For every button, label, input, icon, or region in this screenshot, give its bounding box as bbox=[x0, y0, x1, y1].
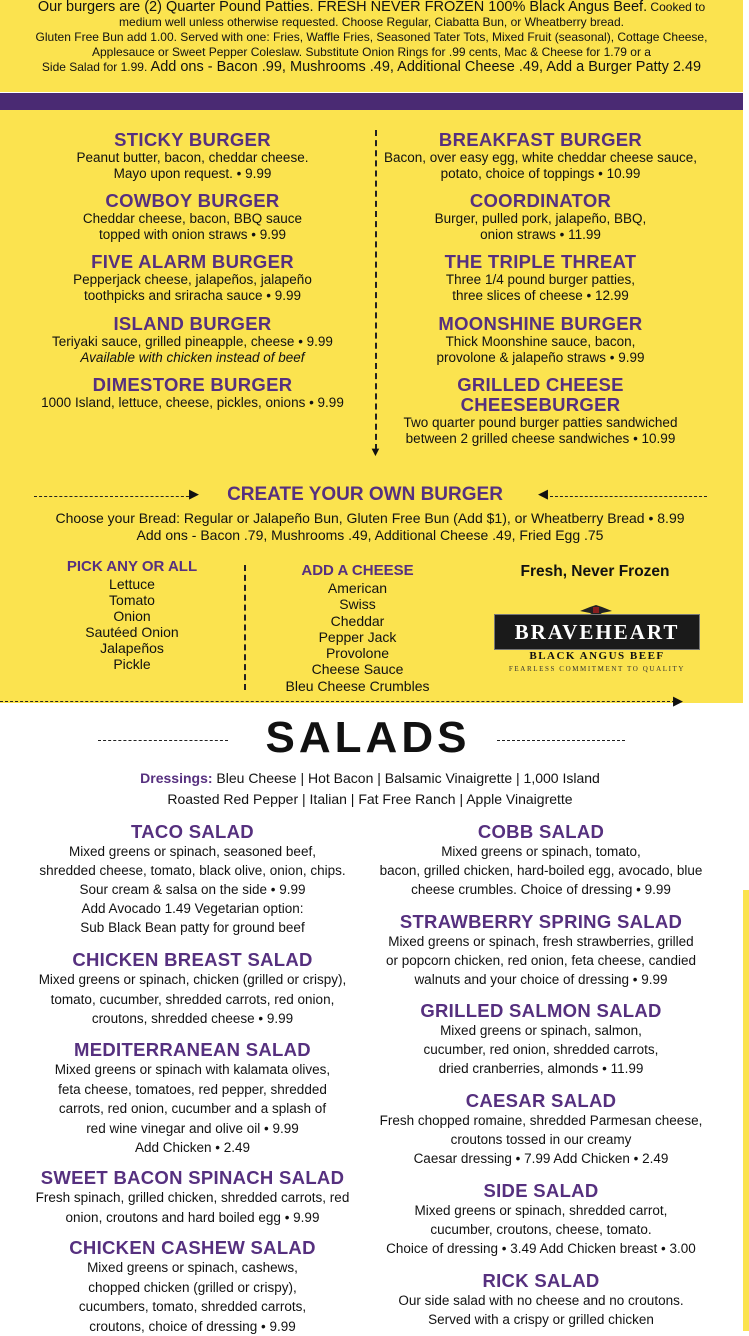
down-arrow-icon: ▼ bbox=[369, 444, 382, 459]
item-description: Mixed greens or spinach with kalamata olives, bbox=[20, 1060, 365, 1080]
item-name: DIMESTORE BURGER bbox=[20, 375, 365, 395]
menu-item bbox=[383, 130, 698, 182]
toppings-title: PICK ANY OR ALL bbox=[52, 558, 212, 575]
item-description: Two quarter pound burger patties sandwiched bbox=[383, 415, 698, 431]
item-description: croutons, shredded cheese • 9.99 bbox=[20, 1009, 365, 1029]
item-description: onion straws • 11.99 bbox=[383, 227, 698, 243]
list-item: Swiss bbox=[270, 596, 445, 612]
item-description: feta cheese, tomatoes, red pepper, shredded bbox=[20, 1080, 365, 1100]
item-name: MEDITERRANEAN SALAD bbox=[20, 1040, 365, 1060]
item-description: toothpicks and sriracha sauce • 9.99 bbox=[20, 288, 365, 304]
cheese-title: ADD A CHEESE bbox=[270, 562, 445, 579]
item-name: FIVE ALARM BURGER bbox=[20, 252, 365, 272]
item-description: Served with a crispy or grilled chicken bbox=[376, 1310, 706, 1329]
intro-line-1-tail: Cooked to bbox=[647, 0, 705, 14]
column-divider bbox=[375, 130, 377, 450]
dressings-list bbox=[60, 768, 680, 810]
intro-line-5-main: Add ons - Bacon .99, Mushrooms .49, Additional Cheese .49, Add a Burger Patty 2.49 bbox=[147, 59, 701, 75]
item-description: Mixed greens or spinach, salmon, bbox=[376, 1021, 706, 1040]
item-description: Teriyaki sauce, grilled pineapple, cheese • 9.99 bbox=[20, 334, 365, 350]
item-name: GRILLED CHEESE bbox=[383, 375, 698, 395]
item-name: CHICKEN BREAST SALAD bbox=[20, 950, 365, 970]
salads-title: SALADS bbox=[250, 712, 486, 764]
list-item: Provolone bbox=[270, 645, 445, 661]
dressings-line: Roasted Red Pepper | Italian | Fat Free Ranch | Apple Vinaigrette bbox=[60, 789, 680, 810]
item-description: croutons tossed in our creamy bbox=[376, 1130, 706, 1149]
intro-line-1-main: Our burgers are (2) Quarter Pound Patties. FRESH NEVER FROZEN 100% Black Angus Beef. bbox=[38, 0, 647, 15]
item-description: red wine vinegar and olive oil • 9.99 bbox=[20, 1119, 365, 1139]
menu-item bbox=[20, 314, 365, 366]
dressings-label: Dressings: bbox=[140, 770, 212, 786]
item-name: RICK SALAD bbox=[376, 1271, 706, 1291]
menu-item bbox=[383, 375, 698, 447]
brand-subtitle: BLACK ANGUS BEEF bbox=[494, 650, 700, 662]
item-name: CAESAR SALAD bbox=[376, 1091, 706, 1111]
item-description: Add Avocado 1.49 Vegetarian option: bbox=[20, 899, 365, 918]
intro-line-5-head: Side Salad for 1.99. bbox=[42, 60, 147, 74]
list-item: Pepper Jack bbox=[270, 629, 445, 645]
list-item: Bleu Cheese Crumbles bbox=[270, 678, 445, 694]
list-item: Sautéed Onion bbox=[52, 624, 212, 640]
item-name: STICKY BURGER bbox=[20, 130, 365, 150]
bread-choices: Choose your Bread: Regular or Jalapeño Bun, Gluten Free Bun (Add $1), or Wheatberry Bread • 8.99 bbox=[20, 510, 720, 527]
item-description: Mixed greens or spinach, tomato, bbox=[376, 842, 706, 861]
item-description: onion, croutons and hard boiled egg • 9.99 bbox=[20, 1208, 365, 1228]
menu-item bbox=[20, 1168, 365, 1227]
item-description: bacon, grilled chicken, hard-boiled egg, avocado, blue bbox=[376, 861, 706, 880]
intro-line-3: Gluten Free Bun add 1.00. Served with one: Fries, Waffle Fries, Seasoned Tater Tots, Mixed Fruit (seasonal), Cottage Cheese, bbox=[0, 30, 743, 45]
menu-item bbox=[376, 1271, 706, 1329]
intro-line-5 bbox=[0, 60, 743, 75]
dashed-rule bbox=[550, 496, 707, 497]
item-description: Cheddar cheese, bacon, BBQ sauce bbox=[20, 211, 365, 227]
list-item: Jalapeños bbox=[52, 640, 212, 656]
fresh-never-frozen-label: Fresh, Never Frozen bbox=[495, 563, 695, 581]
item-description: cucumbers, tomato, shredded carrots, bbox=[20, 1297, 365, 1317]
list-item: Onion bbox=[52, 608, 212, 624]
toppings-list bbox=[52, 576, 212, 672]
list-item: Cheese Sauce bbox=[270, 661, 445, 677]
brand-tagline: FEARLESS COMMITMENT TO QUALITY bbox=[494, 665, 700, 673]
right-arrow-icon: ▶ bbox=[673, 693, 683, 709]
menu-item bbox=[376, 1001, 706, 1078]
menu-item bbox=[376, 822, 706, 899]
create-your-own-description bbox=[20, 510, 720, 544]
item-description: Pepperjack cheese, jalapeños, jalapeño bbox=[20, 272, 365, 288]
item-description: Caesar dressing • 7.99 Add Chicken • 2.49 bbox=[376, 1149, 706, 1168]
dashed-rule bbox=[497, 740, 625, 741]
intro-line-4: Applesauce or Sweet Pepper Coleslaw. Substitute Onion Rings for .99 cents, Mac & Cheese for 1.79 or a bbox=[0, 45, 743, 60]
item-description: Mixed greens or spinach, chicken (grilled or crispy), bbox=[20, 970, 365, 990]
item-description: Mixed greens or spinach, seasoned beef, bbox=[20, 842, 365, 861]
item-description: Fresh spinach, grilled chicken, shredded carrots, red bbox=[20, 1188, 365, 1208]
item-description: topped with onion straws • 9.99 bbox=[20, 227, 365, 243]
intro-line-2: medium well unless otherwise requested. Choose Regular, Ciabatta Bun, or Wheatberry bread. bbox=[0, 15, 743, 30]
item-description: Our side salad with no cheese and no croutons. bbox=[376, 1291, 706, 1310]
item-description: cheese crumbles. Choice of dressing • 9.99 bbox=[376, 880, 706, 899]
item-name: BREAKFAST BURGER bbox=[383, 130, 698, 150]
item-description: between 2 grilled cheese sandwiches • 10.99 bbox=[383, 431, 698, 447]
menu-item bbox=[376, 912, 706, 989]
add-ons: Add ons - Bacon .79, Mushrooms .49, Additional Cheese .49, Fried Egg .75 bbox=[20, 527, 720, 544]
item-description: Sour cream & salsa on the side • 9.99 bbox=[20, 880, 365, 899]
braveheart-logo bbox=[494, 604, 704, 679]
item-description: Mixed greens or spinach, shredded carrot, bbox=[376, 1201, 706, 1220]
list-item: American bbox=[270, 580, 445, 596]
item-description: Mixed greens or spinach, fresh strawberries, grilled bbox=[376, 932, 706, 951]
menu-item bbox=[376, 1181, 706, 1258]
item-name: MOONSHINE BURGER bbox=[383, 314, 698, 334]
dashed-rule bbox=[98, 740, 228, 741]
item-description: walnuts and your choice of dressing • 9.99 bbox=[376, 970, 706, 989]
item-name: ISLAND BURGER bbox=[20, 314, 365, 334]
menu-item bbox=[383, 314, 698, 366]
menu-item bbox=[20, 822, 365, 937]
item-description: tomato, cucumber, shredded carrots, red onion, bbox=[20, 990, 365, 1010]
item-description: chopped chicken (grilled or crispy), bbox=[20, 1278, 365, 1298]
menu-item bbox=[20, 1040, 365, 1158]
item-name: TACO SALAD bbox=[20, 822, 365, 842]
item-name: COBB SALAD bbox=[376, 822, 706, 842]
item-description: Peanut butter, bacon, cheddar cheese. bbox=[20, 150, 365, 166]
item-description: Bacon, over easy egg, white cheddar cheese sauce, bbox=[383, 150, 698, 166]
item-description: Thick Moonshine sauce, bacon, bbox=[383, 334, 698, 350]
menu-item bbox=[20, 375, 365, 411]
item-description: Three 1/4 pound burger patties, bbox=[383, 272, 698, 288]
list-item: Tomato bbox=[52, 592, 212, 608]
menu-item bbox=[376, 1091, 706, 1168]
create-your-own-title: CREATE YOUR OWN BURGER bbox=[210, 484, 520, 506]
dressings-line: Bleu Cheese | Hot Bacon | Balsamic Vinaigrette | 1,000 Island bbox=[213, 770, 600, 786]
item-name: COWBOY BURGER bbox=[20, 191, 365, 211]
item-description: Mayo upon request. • 9.99 bbox=[20, 166, 365, 182]
item-description: Fresh chopped romaine, shredded Parmesan cheese, bbox=[376, 1111, 706, 1130]
cheese-list bbox=[270, 580, 445, 694]
item-name: COORDINATOR bbox=[383, 191, 698, 211]
item-description: three slices of cheese • 12.99 bbox=[383, 288, 698, 304]
list-item: Cheddar bbox=[270, 613, 445, 629]
item-description: cucumber, croutons, cheese, tomato. bbox=[376, 1220, 706, 1239]
item-name: SIDE SALAD bbox=[376, 1181, 706, 1201]
item-description: croutons, choice of dressing • 9.99 bbox=[20, 1317, 365, 1336]
brand-name: BRAVEHEART bbox=[515, 620, 680, 644]
list-item: Lettuce bbox=[52, 576, 212, 592]
left-arrow-icon: ◀ bbox=[538, 486, 548, 502]
item-description: or popcorn chicken, red onion, feta cheese, candied bbox=[376, 951, 706, 970]
menu-item bbox=[383, 252, 698, 304]
right-arrow-icon: ▶ bbox=[189, 486, 199, 502]
menu-item bbox=[20, 130, 365, 182]
item-description: cucumber, red onion, shredded carrots, bbox=[376, 1040, 706, 1059]
item-name: STRAWBERRY SPRING SALAD bbox=[376, 912, 706, 932]
column-divider bbox=[244, 565, 246, 690]
item-description: carrots, red onion, cucumber and a splash of bbox=[20, 1099, 365, 1119]
logo-plate bbox=[494, 614, 700, 650]
item-description: Choice of dressing • 3.49 Add Chicken breast • 3.00 bbox=[376, 1239, 706, 1258]
item-name: GRILLED SALMON SALAD bbox=[376, 1001, 706, 1021]
item-description: provolone & jalapeño straws • 9.99 bbox=[383, 350, 698, 366]
menu-item bbox=[383, 191, 698, 243]
menu-item bbox=[20, 950, 365, 1029]
intro-line-1 bbox=[0, 0, 743, 15]
item-description: Add Chicken • 2.49 bbox=[20, 1138, 365, 1158]
item-name: THE TRIPLE THREAT bbox=[383, 252, 698, 272]
menu-item bbox=[20, 252, 365, 304]
item-name: CHICKEN CASHEW SALAD bbox=[20, 1238, 365, 1258]
item-name: SWEET BACON SPINACH SALAD bbox=[20, 1168, 365, 1188]
item-description: Mixed greens or spinach, cashews, bbox=[20, 1258, 365, 1278]
item-description: shredded cheese, tomato, black olive, onion, chips. bbox=[20, 861, 365, 880]
item-description: Sub Black Bean patty for ground beef bbox=[20, 918, 365, 937]
menu-item bbox=[20, 1238, 365, 1336]
burger-intro bbox=[0, 0, 743, 75]
dashed-rule bbox=[34, 496, 194, 497]
menu-item bbox=[20, 191, 365, 243]
item-name: CHEESEBURGER bbox=[383, 395, 698, 415]
item-description: 1000 Island, lettuce, cheese, pickles, onions • 9.99 bbox=[20, 395, 365, 411]
divider-band bbox=[0, 93, 743, 110]
item-description: dried cranberries, almonds • 11.99 bbox=[376, 1059, 706, 1078]
item-note: Available with chicken instead of beef bbox=[80, 350, 304, 365]
item-description: Burger, pulled pork, jalapeño, BBQ, bbox=[383, 211, 698, 227]
dashed-rule bbox=[0, 701, 675, 702]
item-description: potato, choice of toppings • 10.99 bbox=[383, 166, 698, 182]
edge-strip bbox=[743, 890, 749, 1331]
list-item: Pickle bbox=[52, 656, 212, 672]
